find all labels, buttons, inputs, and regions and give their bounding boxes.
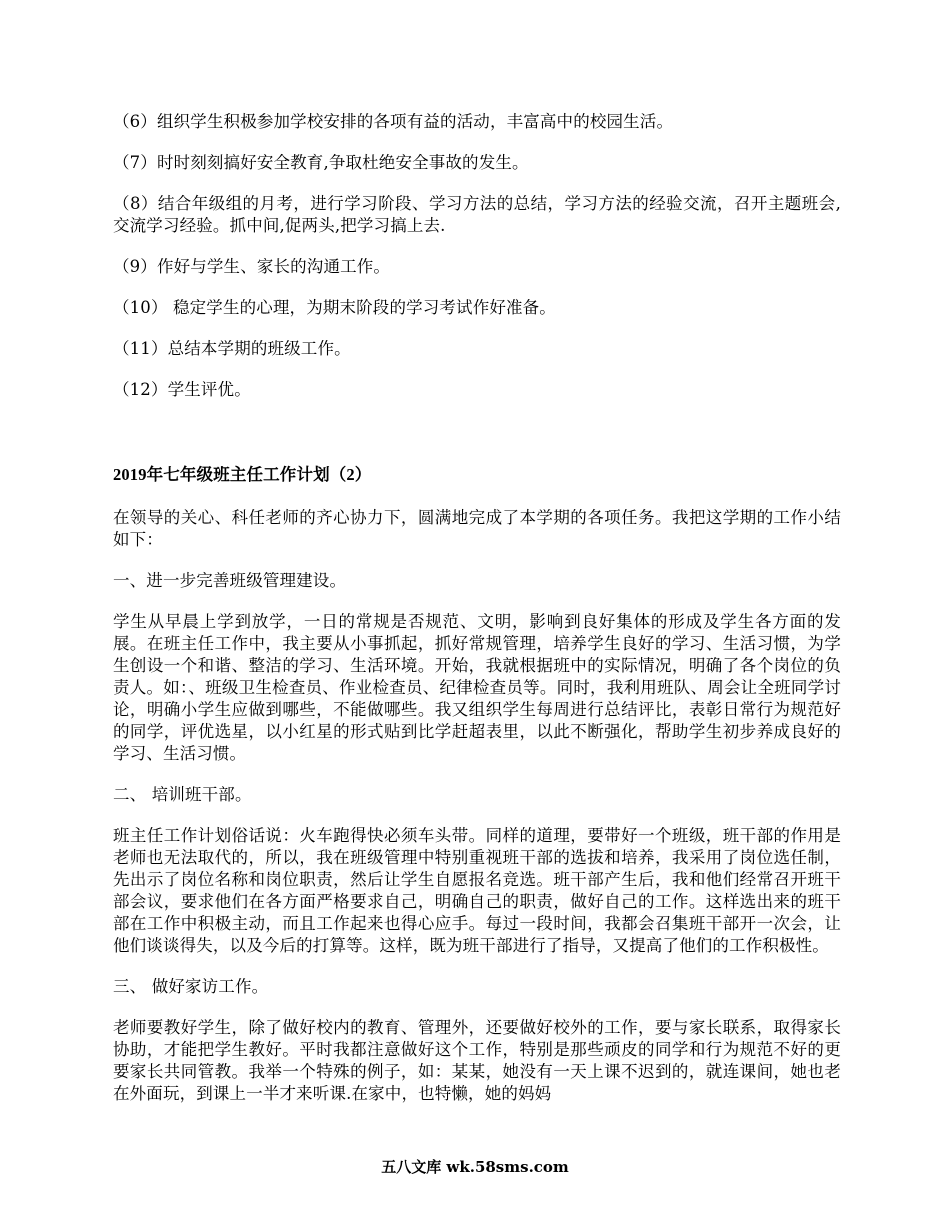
- list-item: （9）作好与学生、家长的沟通工作。: [113, 257, 391, 276]
- section-paragraph: 学生从早晨上学到放学，一日的常规是否规范、文明，影响到良好集体的形成及学生各方面的发展。在班主任工作中，我主要从小事抓起，抓好常规管理，培养学生良好的学习、生活习惯，为学生创设一个和谐、整洁的学习、生活环境。开始，我就根据班中的实际情况，明确了各个岗位的负责人。如：、班级卫生检查员、作业检查员、纪律检查员等。同时，我利用班队、周会让全班同学讨论，明确小学生应做到哪些，不能做哪些。我又组织学生每周进行总结评比，表彰日常行为规范好的同学，评优选星，以小红星的形式贴到比学赶超表里，以此不断强化，帮助学生初步养成良好的学习、生活习惯。: [113, 612, 841, 763]
- list-item: （6）组织学生积极参加学校安排的各项有益的活动，丰富高中的校园生活。: [113, 112, 674, 131]
- section-paragraph: 班主任工作计划俗话说：火车跑得快必须车头带。同样的道理，要带好一个班级，班干部的作用是老师也无法取代的，所以，我在班级管理中特别重视班干部的选拔和培养，我采用了岗位选任制，先出示了岗位名称和岗位职责，然后让学生自愿报名竞选。班干部产生后，我和他们经常召开班干部会议，要求他们在各方面严格要求自己，明确自己的职责，做好自己的工作。这样选出来的班干部在工作中积极主动，而且工作起来也得心应手。每过一段时间，我都会召集班干部开一次会，让他们谈谈得失，以及今后的打算等。这样，既为班干部进行了指导，又提高了他们的工作积极性。: [113, 826, 841, 955]
- article-title: 2019年七年级班主任工作计划（2）: [113, 465, 372, 484]
- intro-paragraph: 在领导的关心、科任老师的齐心协力下，圆满地完成了本学期的各项任务。我把这学期的工作小结如下：: [113, 508, 841, 549]
- section-heading: 一、进一步完善班级管理建设。: [113, 571, 347, 590]
- list-item: （12）学生评优。: [113, 380, 251, 399]
- list-item: （7）时时刻刻搞好安全教育,争取杜绝安全事故的发生。: [113, 153, 529, 172]
- section-heading: 二、 培训班干部。: [113, 785, 252, 804]
- list-item: （10） 稳定学生的心理，为期末阶段的学习考试作好准备。: [113, 298, 556, 317]
- section-heading: 三、 做好家访工作。: [113, 977, 269, 996]
- list-item: （11）总结本学期的班级工作。: [113, 339, 351, 358]
- footer-watermark: 五八文库 wk.58sms.com: [381, 1158, 569, 1176]
- list-item: （8）结合年级组的月考，进行学习阶段、学习方法的总结，学习方法的经验交流，召开主题班会,交流学习经验。抓中间,促两头,把学习搞上去.: [113, 194, 841, 235]
- section-paragraph: 老师要教好学生，除了做好校内的教育、管理外，还要做好校外的工作，要与家长联系，取得家长协助，才能把学生教好。平时我都注意做好这个工作，特别是那些顽皮的同学和行为规范不好的更要家长共同管教。我举一个特殊的例子，如：某某，她没有一天上课不迟到的，就连课间，她也老在外面玩，到课上一半才来听课.在家中，也特懒，她的妈妈: [113, 1018, 841, 1103]
- document-body: [113, 111, 841, 1124]
